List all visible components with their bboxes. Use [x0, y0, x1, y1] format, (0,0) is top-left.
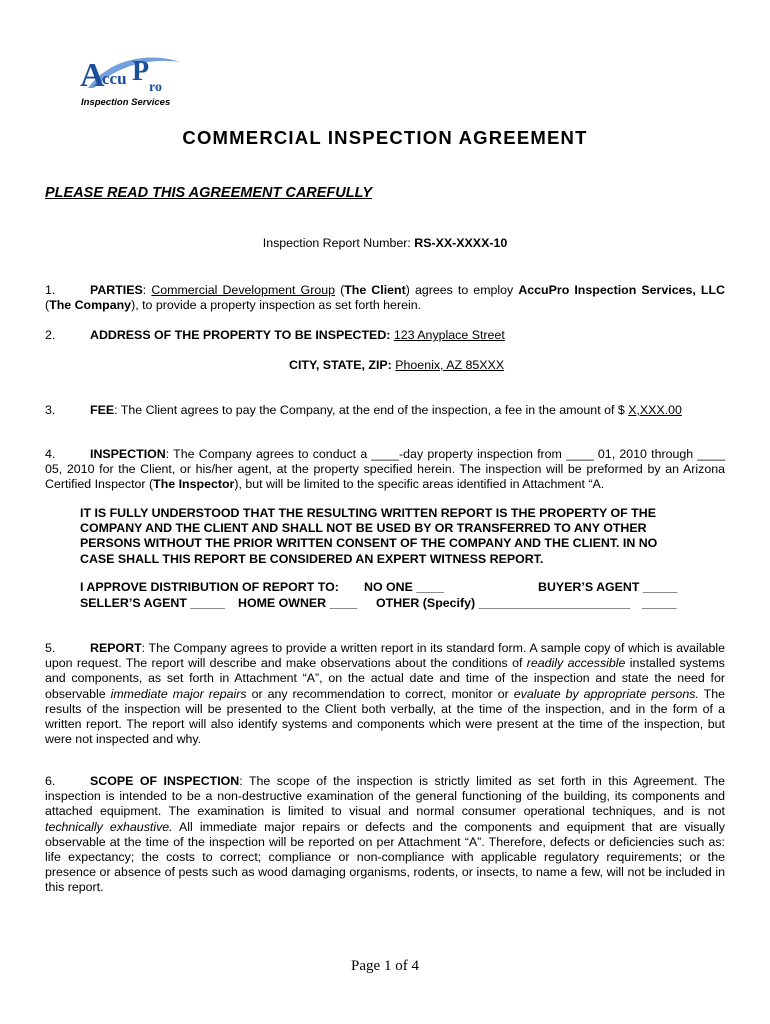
section-address: [45, 328, 725, 343]
distribution-home-owner: HOME OWNER ____: [238, 596, 358, 610]
section-number: 6.: [45, 774, 56, 788]
section-number: 2.: [45, 328, 56, 342]
report-italic-2: immediate major repairs: [110, 686, 247, 701]
distribution-other: OTHER (Specify) ______________________: [376, 596, 631, 610]
report-text-1: : The Company agrees to provide a written report in its standard form. A sample copy of which is available upon request. The report will describe and make observations about the conditions of: [45, 641, 725, 671]
section-inspection: [45, 447, 725, 493]
client-tag: The Client: [344, 283, 406, 297]
city-state-zip-line: [289, 358, 504, 372]
report-number-value: RS-XX-XXXX-10: [414, 236, 508, 250]
distribution-no-one: NO ONE ____: [364, 580, 444, 594]
report-italic-3: evaluate by appropriate persons.: [513, 686, 699, 701]
agrees-text: agrees to employ: [414, 283, 514, 297]
logo-ccu: ccu: [102, 69, 127, 88]
logo-big-p: P: [132, 56, 150, 87]
section-fee: [45, 403, 725, 418]
inspection-text-2: ), but will be limited to the specific areas identified in Attachment “A.: [234, 477, 605, 492]
inspection-text-1: : The Company agrees to conduct a ____-day property inspection from ____ 01, 2010 through ____ 05, 2010 for the Client, or his/her agent, at the property specified herein. The inspection will be preformed by an Arizona Certified Inspector (: [45, 447, 725, 492]
document-title: COMMERCIAL INSPECTION AGREEMENT: [182, 127, 588, 148]
fee-amount: X,XXX.00: [628, 403, 682, 417]
report-text-4: The results of the inspection will be presented to the Client both verbally, at the time of the inspection, and in the form of a written report. The report will also identify systems and components which were present at the time of the inspection, but were not inspected and why.: [45, 686, 725, 747]
report-text-3: or any recommendation to correct, monitor or: [246, 686, 514, 701]
client-name: Commercial Development Group: [151, 283, 335, 297]
section-number: 3.: [45, 403, 56, 417]
report-number-line: [0, 236, 770, 250]
read-carefully-warning: PLEASE READ THIS AGREEMENT CAREFULLY: [45, 185, 373, 201]
distribution-sellers-agent: SELLER’S AGENT _____: [80, 596, 225, 610]
distribution-buyers-agent: BUYER’S AGENT _____: [538, 580, 678, 594]
page-number: Page 1 of 4: [351, 958, 419, 974]
scope-italic-1: technically exhaustive.: [45, 819, 173, 834]
accupro-logo: [80, 50, 190, 108]
section-scope: [45, 774, 725, 896]
accupro-logo-mark: [80, 50, 190, 108]
company-tag: The Company: [49, 298, 132, 313]
inspector-tag: The Inspector: [153, 477, 235, 492]
distribution-label: I APPROVE DISTRIBUTION OF REPORT TO:: [80, 580, 339, 594]
section-number: 5.: [45, 641, 56, 655]
company-name: AccuPro Inspection Services, LLC: [518, 283, 725, 297]
logo-tagline: Inspection Services: [81, 97, 171, 108]
section-number: 1.: [45, 283, 56, 297]
report-italic-1: readily accessible: [526, 656, 626, 671]
section-heading: SCOPE OF INSPECTION: [90, 774, 240, 788]
section-heading: INSPECTION: [90, 447, 166, 461]
section-heading: FEE: [90, 403, 115, 417]
property-address: 123 Anyplace Street: [393, 328, 505, 342]
scope-text-2: All immediate major repairs or defects and the components and equipment that are visually observable at the time of the inspection will be reported on per Attachment “A”. Therefore, defects or deficiencies such as: life expectancy; the costs to correct; compliance or non-compliance with applicable regulatory requirements; or the presence or absence of pests such as wood damaging organisms, rodents, or insects, to name a few, will not be included in this report.: [45, 819, 725, 895]
scope-text-1: : The scope of the inspection is strictly limited as set forth in this Agreement. The inspection is intended to be a non-destructive examination of the general functioning of the building, its components and attached equipment. The examination is limited to visual and normal consumer operational techniques, and is not: [45, 774, 726, 819]
city-state-zip-label: CITY, STATE, ZIP:: [289, 358, 392, 372]
report-text-2: installed systems and components, as set forth in Attachment “A”, on the actual date and time of the inspection and state the need for observable: [45, 656, 725, 701]
city-state-zip-value: Phoenix, AZ 85XXX: [395, 358, 505, 372]
section-number: 4.: [45, 447, 56, 461]
section-report: [45, 641, 725, 747]
logo-big-a: A: [80, 57, 105, 94]
report-number-label: Inspection Report Number:: [262, 236, 411, 250]
section-heading: REPORT: [90, 641, 142, 655]
section-heading: ADDRESS OF THE PROPERTY TO BE INSPECTED:: [90, 328, 391, 342]
section-parties: 1. PARTIES: Commercial Development Group (The Client) agrees to employ AccuPro Inspection Services, LLC (The Company), to provide a property inspection as set forth herein.: [45, 283, 725, 313]
fee-text: : The Client agrees to pay the Company, at the end of the inspection, a fee in the amount of $: [114, 403, 629, 417]
section-heading: PARTIES: [90, 283, 143, 297]
ownership-notice: IT IS FULLY UNDERSTOOD THAT THE RESULTING WRITTEN REPORT IS THE PROPERTY OF THE COMPANY AND THE CLIENT AND SHALL NOT BE USED BY OR TRANSFERRED TO ANY OTHER PERSONS WITHOUT THE PRIOR WRITTEN CONSENT OF THE COMPANY AND THE CLIENT. IN NO CASE SHALL THIS REPORT BE CONSIDERED AN EXPERT WITNESS REPORT.: [80, 506, 658, 566]
logo-ro: ro: [149, 80, 162, 95]
parties-rest: , to provide a property inspection as set forth herein.: [135, 298, 422, 313]
distribution-blank: _____: [642, 596, 677, 610]
